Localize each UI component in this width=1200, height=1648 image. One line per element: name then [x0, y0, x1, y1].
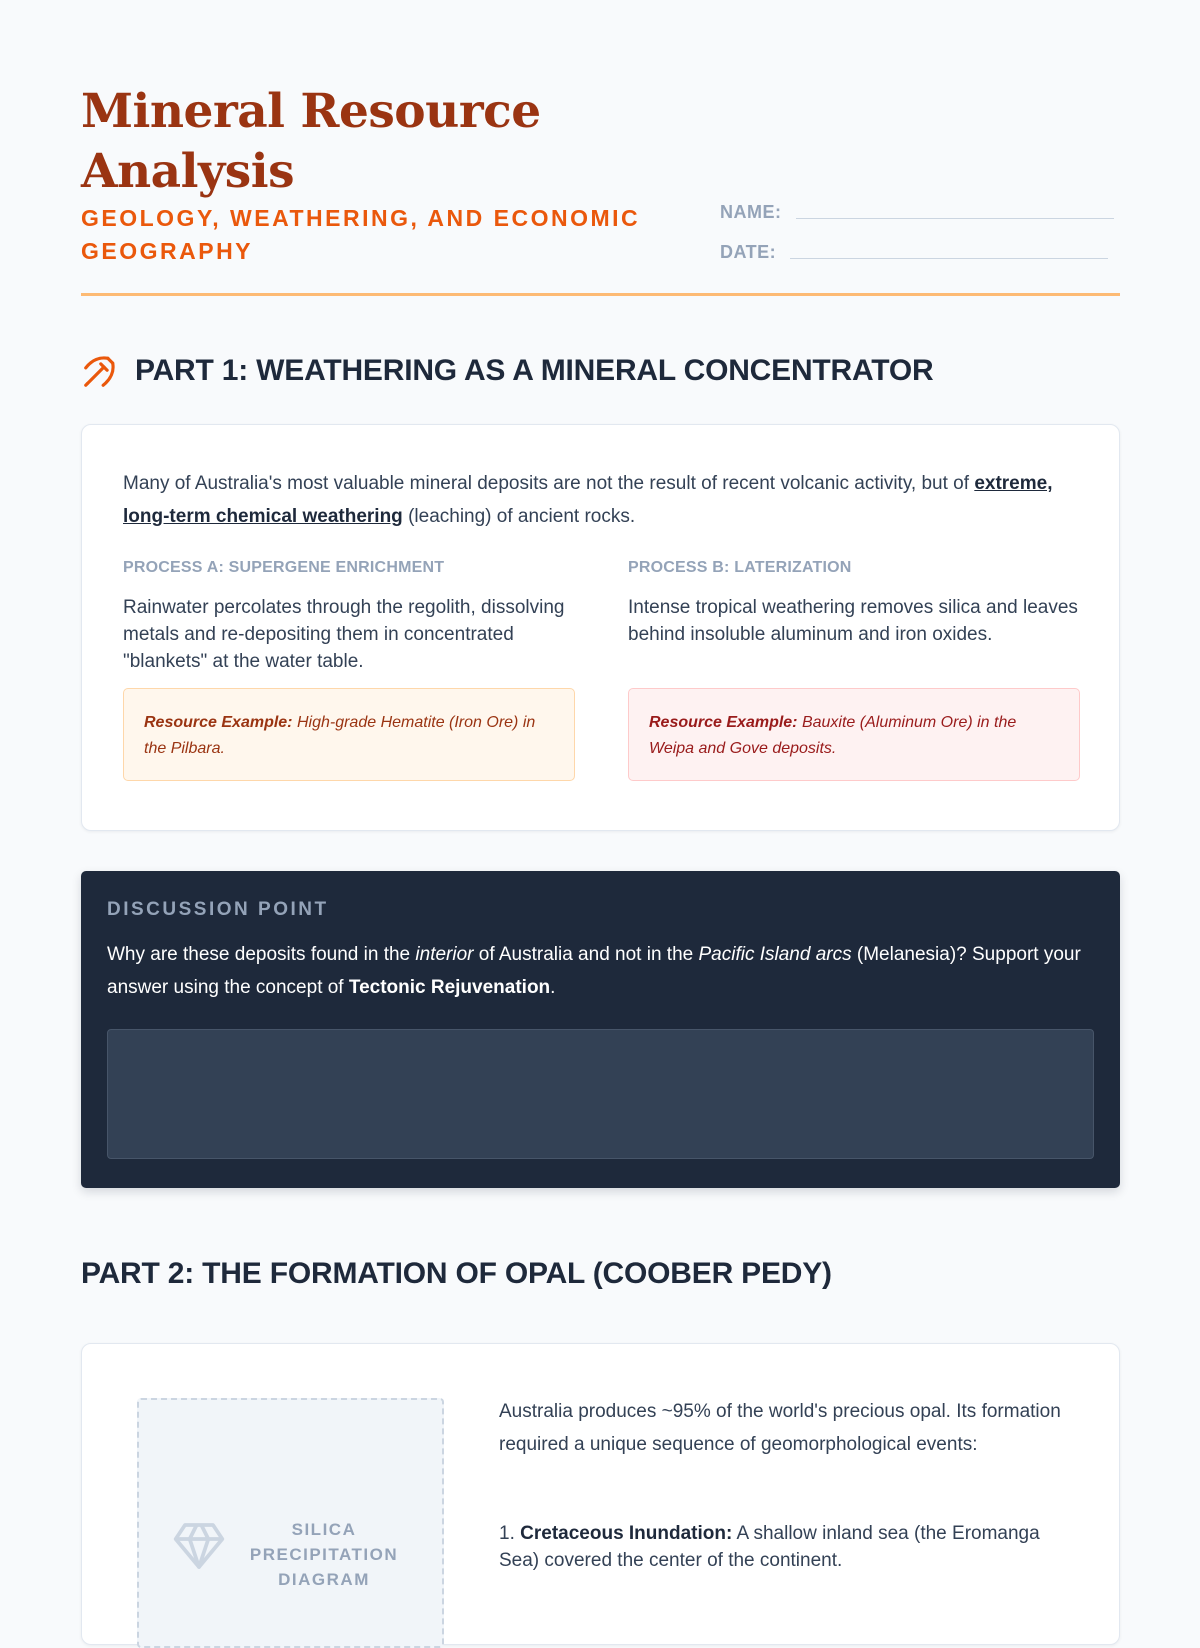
- name-line[interactable]: [796, 217, 1114, 219]
- process-b-example-text: Bauxite (Aluminum Ore) in the Weipa and Gove deposits.: [649, 714, 1017, 757]
- header-divider: [81, 293, 1120, 296]
- q-part-7: .: [550, 977, 556, 998]
- page-subtitle: GEOLOGY, WEATHERING, AND ECONOMIC GEOGRAPHY: [81, 205, 641, 264]
- q-pacific: Pacific Island arcs: [698, 944, 852, 965]
- date-line[interactable]: [790, 257, 1108, 259]
- opal-intro: Australia produces ~95% of the world's precious opal. Its formation required a unique sequence of geomorphological events:: [499, 1401, 1061, 1455]
- step-1-number: 1.: [499, 1523, 515, 1544]
- name-field[interactable]: [720, 202, 1114, 223]
- q-interior: interior: [415, 944, 474, 965]
- step-1-title: Cretaceous Inundation:: [520, 1523, 733, 1544]
- process-a-example-label: Resource Example:: [144, 714, 293, 731]
- q-part-5: (Melanesia)? Support your answer using the concept of: [107, 944, 1081, 998]
- weathering-card: [81, 424, 1120, 831]
- q-part-1: Why are these deposits found in the: [107, 944, 416, 965]
- q-concept: Tectonic Rejuvenation: [348, 977, 551, 998]
- process-b-label: PROCESS B: LATERIZATION: [628, 559, 852, 576]
- worksheet-page: [81, 0, 1120, 1589]
- q-part-3: of Australia and not in the: [473, 944, 699, 965]
- name-label: NAME:: [720, 202, 782, 222]
- process-a-label: PROCESS A: SUPERGENE ENRICHMENT: [123, 559, 445, 576]
- date-field[interactable]: [720, 242, 1108, 263]
- intro-text-start: Many of Australia's most valuable mineral deposits are not the result of recent volcanic activity, but of: [123, 473, 975, 494]
- discussion-label: DISCUSSION POINT: [107, 899, 329, 920]
- process-b-example-label: Resource Example:: [649, 714, 798, 731]
- silica-diagram-placeholder: [137, 1398, 444, 1648]
- part1-heading-text: PART 1: WEATHERING AS A MINERAL CONCENTRATOR: [135, 354, 934, 387]
- discussion-panel: [81, 871, 1120, 1188]
- worksheet-header: [81, 0, 1120, 300]
- diagram-label: SILICA PRECIPITATION DIAGRAM: [249, 1520, 399, 1589]
- weathering-intro: [123, 467, 1073, 533]
- process-b: [628, 559, 1080, 781]
- process-b-text: Intense tropical weathering removes silica and leaves behind insoluble aluminum and iron oxides.: [628, 597, 1078, 645]
- discussion-question: [107, 938, 1097, 1004]
- step-1: [499, 1520, 1059, 1574]
- page-title: Mineral Resource Analysis: [81, 84, 541, 199]
- process-a-text: Rainwater percolates through the regolith, dissolving metals and re-depositing them in concentrated "blankets" at the water table.: [123, 597, 565, 672]
- intro-emphasis: extreme, long-term chemical weathering: [123, 473, 1053, 527]
- process-a-example-text: High-grade Hematite (Iron Ore) in the Pilbara.: [144, 714, 536, 757]
- process-a-example: [123, 688, 575, 781]
- pickaxe-icon: [81, 352, 119, 390]
- process-b-example: [628, 688, 1080, 781]
- diamond-icon: [169, 1518, 229, 1574]
- step-1-text: A shallow inland sea (the Eromanga Sea) covered the center of the continent.: [499, 1523, 1040, 1571]
- process-a: [123, 559, 575, 781]
- discussion-answer-box[interactable]: [107, 1029, 1094, 1159]
- intro-text-end: (leaching) of ancient rocks.: [402, 506, 636, 527]
- date-label: DATE:: [720, 242, 777, 262]
- part2-heading: PART 2: THE FORMATION OF OPAL (COOBER PEDY): [81, 1257, 832, 1290]
- part1-heading: [81, 352, 933, 390]
